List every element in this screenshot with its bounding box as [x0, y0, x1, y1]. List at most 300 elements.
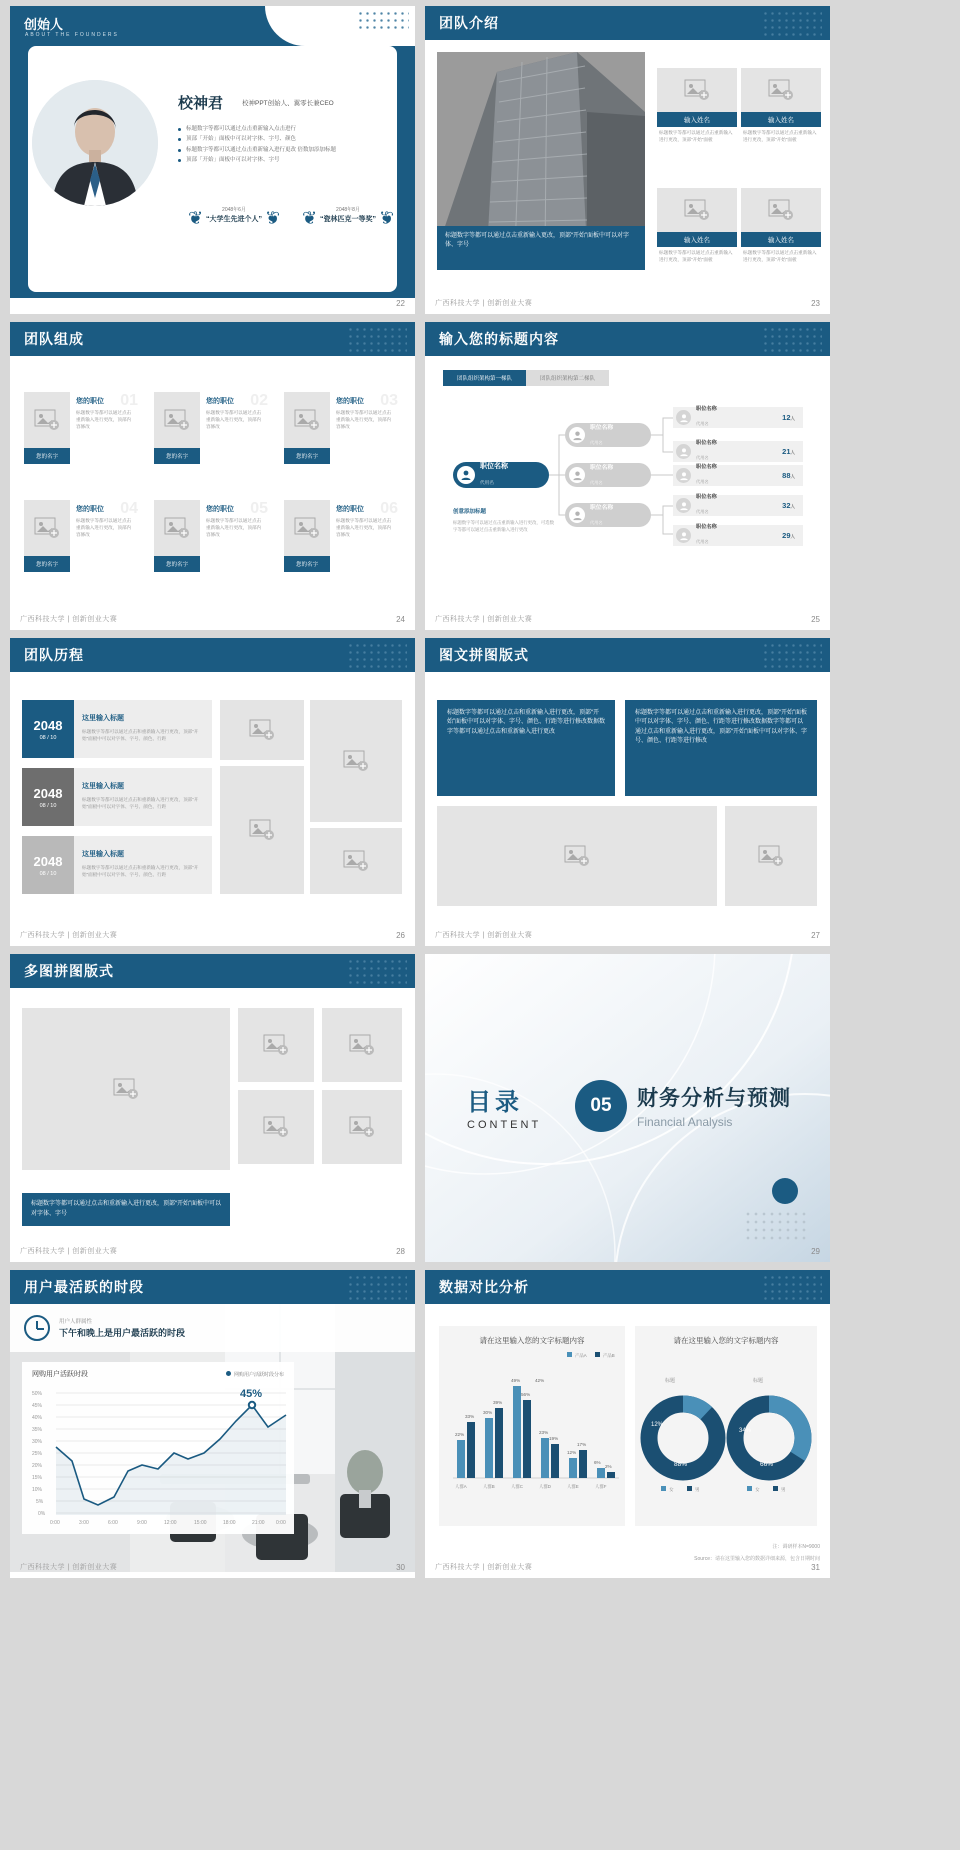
svg-text:66%: 66% — [760, 1461, 774, 1468]
founder-role: 校神PPT创始人、翼零长兼CEO — [242, 100, 334, 107]
timeline-heading: 这里输入标题 — [82, 851, 124, 858]
org-leaf-text — [696, 523, 782, 548]
catalog-label — [467, 1082, 541, 1131]
page-title: 用户最活跃的时段 — [24, 1279, 144, 1295]
member-cell — [284, 392, 400, 464]
image-placeholder-icon — [249, 719, 275, 741]
member-name: 您的名字 — [154, 448, 200, 464]
svg-text:女: 女 — [755, 1487, 760, 1492]
svg-text:标题: 标题 — [665, 1378, 676, 1384]
image-placeholder-icon — [113, 1078, 139, 1100]
section-title-cn: 财务分析与预测 — [637, 1087, 791, 1110]
dot-pattern — [762, 326, 822, 352]
member-position: 您的职位 — [76, 506, 104, 513]
insight-text — [59, 1317, 185, 1339]
image-placeholder-icon — [164, 517, 190, 539]
slide-footer: 广西科技大学 | 创新创业大赛 — [20, 1248, 118, 1255]
timeline-date: 08 / 10 — [39, 802, 57, 809]
image-placeholder-icon — [263, 1116, 289, 1138]
page-number: 22 — [396, 299, 405, 308]
org-leaf-text — [696, 405, 782, 430]
page-number: 28 — [396, 1247, 405, 1256]
person-icon — [676, 444, 691, 459]
image-placeholder-icon — [263, 1034, 289, 1056]
decorative-dot — [772, 1178, 798, 1204]
page-number: 23 — [811, 299, 820, 308]
svg-text:2%: 2% — [605, 1464, 612, 1469]
member-number: 03 — [380, 392, 398, 409]
tab-bar[interactable] — [443, 370, 609, 386]
slide-team-composition — [10, 322, 415, 630]
member-position: 您的职位 — [336, 506, 364, 513]
member-number: 02 — [250, 392, 268, 409]
member-photo — [284, 392, 330, 448]
section-title-en: Financial Analysis — [637, 1115, 733, 1129]
dot-pattern — [744, 1210, 810, 1244]
line-chart — [22, 1379, 294, 1527]
founder-bullets — [178, 124, 388, 166]
svg-text:3:00: 3:00 — [79, 1520, 89, 1526]
image-placeholder-icon — [249, 819, 275, 841]
timeline-item — [22, 836, 212, 894]
timeline-year: 2048 — [33, 853, 63, 869]
award-year: 2048年6月 — [222, 207, 246, 213]
svg-text:产品B: 产品B — [603, 1353, 615, 1358]
chart-title: 网购用户活跃时段 — [32, 1371, 88, 1378]
value-number: 88 — [782, 471, 791, 480]
member-desc: 标题数字等都可以通过点击重新输入进行更改，顶部内容修改 — [76, 410, 132, 429]
section-title — [637, 1082, 791, 1129]
svg-text:30%: 30% — [32, 1439, 43, 1445]
caption-block — [22, 1193, 230, 1226]
svg-text:0:00: 0:00 — [50, 1520, 60, 1526]
image-placeholder-icon — [294, 409, 320, 431]
image-placeholder-icon — [34, 409, 60, 431]
timeline-year-badge — [22, 768, 74, 826]
timeline-year-badge — [22, 836, 74, 894]
bar-chart-panel — [439, 1326, 625, 1526]
org-root-text — [480, 461, 508, 489]
member-position: 您的职位 — [206, 506, 234, 513]
bullet-item: 标题数字等都可以通过点击重新输入点击进行 — [178, 124, 388, 134]
text-block-right — [625, 700, 817, 796]
org-leaf-node — [673, 441, 803, 462]
org-leaf-node — [673, 407, 803, 428]
svg-text:男: 男 — [695, 1487, 700, 1492]
member-desc: 标题数字等都可以通过点击重新输入进行更改，顶部“开始”面板 — [659, 250, 733, 262]
laurel-icon: ❦ — [264, 208, 280, 228]
slide-header — [425, 1270, 830, 1304]
chart-note: 注：调研样本N=9000 — [772, 1544, 820, 1550]
chart-annotation: 45% — [240, 1388, 263, 1400]
member-position: 您的职位 — [206, 398, 234, 405]
svg-text:21:00: 21:00 — [252, 1520, 265, 1526]
org-leaf-name: 职位名称 — [696, 440, 717, 446]
org-mid-sub: 代用名 — [590, 519, 603, 525]
image-placeholder-icon — [349, 1034, 375, 1056]
page-title: 数据对比分析 — [439, 1279, 529, 1295]
member-photo — [24, 500, 70, 556]
member-position: 您的职位 — [336, 398, 364, 405]
svg-text:33%: 33% — [465, 1414, 475, 1419]
svg-text:12%: 12% — [651, 1422, 664, 1428]
org-leaf-name: 职位名称 — [696, 406, 717, 412]
svg-text:34%: 34% — [739, 1428, 752, 1434]
slide-team-intro — [425, 6, 830, 314]
line-chart-card — [22, 1362, 294, 1534]
member-desc: 标题数字等都可以通过点击重新输入进行更改，顶部内容修改 — [336, 410, 392, 429]
org-leaf-text — [696, 493, 782, 518]
svg-text:人群C: 人群C — [511, 1484, 523, 1489]
legend-label: 网购用户活跃时段分布 — [233, 1371, 284, 1378]
image-placeholder-icon — [34, 517, 60, 539]
org-mid-text — [590, 422, 613, 449]
value-unit: 人 — [790, 474, 795, 479]
svg-text:15%: 15% — [32, 1475, 43, 1481]
legend-swatch — [226, 1371, 231, 1376]
timeline-heading: 这里输入标题 — [82, 715, 124, 722]
value-number: 32 — [782, 501, 791, 510]
image-placeholder-icon — [684, 199, 710, 221]
svg-text:15:00: 15:00 — [194, 1520, 207, 1526]
image-placeholder-icon — [343, 850, 369, 872]
page-number: 30 — [396, 1563, 405, 1572]
member-number: 06 — [380, 500, 398, 517]
image-placeholder — [22, 1008, 230, 1170]
member-cell — [154, 500, 270, 572]
chart-legend — [226, 1371, 284, 1378]
svg-text:45%: 45% — [32, 1403, 43, 1409]
dot-pattern — [347, 958, 407, 984]
org-mid-sub: 代用名 — [590, 479, 603, 485]
text-block-content: 标题数字等都可以通过点击和重新输入进行更改，顶部“开始”面板中可以对字体、字号、颜色、行距等进行修改数据数字等都可以通过点击和重新输入进行更改 — [447, 710, 605, 735]
svg-text:5%: 5% — [36, 1499, 44, 1505]
org-leaf-node — [673, 525, 803, 546]
svg-text:标题: 标题 — [753, 1378, 764, 1384]
founder-name: 校神君 — [178, 95, 224, 112]
slide-footer: 广西科技大学 | 创新创业大赛 — [20, 1564, 118, 1571]
member-card — [657, 68, 737, 146]
org-mid-sub: 代用名 — [590, 439, 603, 445]
member-desc: 标题数字等都可以通过点击重新输入进行更改，顶部内容修改 — [336, 518, 392, 537]
slide-active-hours — [10, 1270, 415, 1578]
member-name: 输入姓名 — [741, 112, 821, 127]
slide-footer: 广西科技大学 | 创新创业大赛 — [435, 1564, 533, 1571]
page-number: 27 — [811, 931, 820, 940]
slide-header — [10, 322, 415, 356]
bullet-item: 顶部「开始」面板中可以对字体、字号、颜色 — [178, 134, 388, 144]
slide-header — [425, 638, 830, 672]
member-cell — [284, 500, 400, 572]
page-title: 团队介绍 — [439, 15, 499, 31]
member-photo — [741, 68, 821, 112]
laurel-icon: ❦ — [302, 208, 318, 228]
person-icon — [676, 498, 691, 513]
panel-title: 请在这里输入您的文字标题内容 — [479, 1336, 585, 1345]
member-desc: 标题数字等都可以通过点击重新输入进行更改，顶部内容修改 — [206, 410, 262, 429]
svg-text:12%: 12% — [567, 1450, 577, 1455]
image-placeholder — [310, 700, 402, 822]
member-photo — [657, 188, 737, 232]
image-placeholder — [310, 828, 402, 894]
donut-chart-panel — [635, 1326, 817, 1526]
member-name: 输入姓名 — [741, 232, 821, 247]
svg-text:6:00: 6:00 — [108, 1520, 118, 1526]
value-unit: 人 — [790, 534, 795, 539]
member-card — [741, 188, 821, 266]
svg-text:30%: 30% — [483, 1410, 493, 1415]
svg-text:女: 女 — [669, 1487, 674, 1492]
member-cell — [154, 392, 270, 464]
slide-org-chart — [425, 322, 830, 630]
member-photo — [657, 68, 737, 112]
svg-text:49%: 49% — [511, 1378, 521, 1383]
timeline-body — [74, 836, 212, 894]
timeline-body — [74, 768, 212, 826]
bullet-item: 顶部「开始」面板中可以对字体、字号 — [178, 155, 388, 165]
value-unit: 人 — [790, 450, 795, 455]
svg-text:19%: 19% — [549, 1436, 559, 1441]
slide-header — [10, 954, 415, 988]
slide-footer: 广西科技大学 | 创新创业大赛 — [435, 300, 533, 307]
text-block-left — [437, 700, 615, 796]
page-title: 创始人 — [24, 17, 64, 32]
org-leaf-value — [782, 471, 803, 480]
bullet-item: 标题数字等都可以通过点击重新输入进行更改 倍数加添加标题 — [178, 145, 388, 155]
svg-text:42%: 42% — [535, 1378, 545, 1383]
svg-text:35%: 35% — [32, 1427, 43, 1433]
image-placeholder-icon — [684, 79, 710, 101]
dot-pattern — [762, 10, 822, 36]
org-mid-node — [565, 463, 651, 487]
caption-text: 标题数字等都可以通过点击和重新输入进行更改，顶部“开始”面板中可以对字体、字号 — [31, 1201, 221, 1217]
org-root-node — [453, 462, 549, 488]
member-desc: 标题数字等都可以通过点击重新输入进行更改，顶部内容修改 — [76, 518, 132, 537]
svg-text:6%: 6% — [594, 1460, 601, 1465]
svg-text:56%: 56% — [521, 1392, 531, 1397]
timeline-text: 标题数字等都可以通过点击和重新输入进行更改，顶部“开始”面板中可以对字体、字号、颜色、行距 — [82, 729, 199, 742]
image-placeholder-icon — [564, 845, 590, 867]
timeline-year: 2048 — [33, 785, 63, 801]
timeline-item — [22, 700, 212, 758]
image-placeholder-icon — [758, 845, 784, 867]
insight-strip — [10, 1304, 415, 1352]
slide-multi-image-layout — [10, 954, 415, 1262]
svg-text:18:00: 18:00 — [223, 1520, 236, 1526]
member-name: 您的名字 — [284, 556, 330, 572]
slide-founder — [10, 6, 415, 314]
org-mid-name: 职位名称 — [590, 424, 614, 431]
dot-pattern — [762, 1274, 822, 1300]
award-year: 2048年8月 — [336, 207, 360, 213]
person-icon — [569, 467, 585, 483]
dot-pattern — [762, 642, 822, 668]
svg-text:0:00: 0:00 — [276, 1520, 286, 1526]
svg-text:17%: 17% — [577, 1442, 587, 1447]
value-unit: 人 — [790, 416, 795, 421]
page-subtitle: ABOUT THE FOUNDERS — [25, 32, 119, 38]
text-block-content: 标题数字等都可以通过点击和重新输入进行更改，顶部“开始”面板中可以对字体、字号、颜色、行距等进行修改数据数字等都可以通过点击和重新输入进行更改，顶部“开始”面板中可以对字体、字号、颜色、行距等进行修改 — [635, 710, 807, 744]
org-mid-text — [590, 502, 613, 529]
org-leaf-value — [782, 413, 803, 422]
award-item — [188, 206, 280, 228]
insight-headline: 下午和晚上是用户最活跃的时段 — [59, 1328, 186, 1338]
member-name: 您的名字 — [24, 556, 70, 572]
award-title: “大学生先进个人” — [206, 216, 262, 223]
slide-header — [10, 1270, 415, 1304]
image-placeholder-icon — [294, 517, 320, 539]
member-photo — [24, 392, 70, 448]
member-card — [657, 188, 737, 266]
org-mid-name: 职位名称 — [590, 464, 614, 471]
page-number: 29 — [811, 1247, 820, 1256]
slide-header — [425, 6, 830, 40]
svg-text:40%: 40% — [32, 1415, 43, 1421]
org-leaf-name: 职位名称 — [696, 464, 717, 470]
timeline-date: 08 / 10 — [39, 734, 57, 741]
org-leaf-value — [782, 447, 803, 456]
image-placeholder — [322, 1008, 402, 1082]
org-mid-name: 职位名称 — [590, 504, 614, 511]
org-mid-node — [565, 503, 651, 527]
member-name: 您的名字 — [24, 448, 70, 464]
org-leaf-text — [696, 439, 782, 464]
timeline-heading: 这里输入标题 — [82, 783, 124, 790]
org-leaf-sub: 代用名 — [696, 455, 709, 460]
svg-text:9:00: 9:00 — [137, 1520, 147, 1526]
award-title: “瓷林匹克一等奖” — [320, 216, 376, 223]
value-unit: 人 — [790, 504, 795, 509]
member-name: 您的名字 — [284, 448, 330, 464]
person-icon — [569, 507, 585, 523]
svg-text:50%: 50% — [32, 1391, 43, 1397]
timeline-text: 标题数字等都可以通过点击和重新输入进行更改，顶部“开始”面板中可以对字体、字号、颜色、行距 — [82, 797, 199, 810]
org-root-name: 职位名称 — [480, 463, 508, 470]
org-leaf-sub: 代用名 — [696, 539, 709, 544]
timeline-text: 标题数字等都可以通过点击和重新输入进行更改，顶部“开始”面板中可以对字体、字号、颜色、行距 — [82, 865, 199, 878]
svg-text:10%: 10% — [32, 1487, 43, 1493]
org-leaf-node — [673, 495, 803, 516]
dot-pattern — [347, 1274, 407, 1300]
slide-footer: 广西科技大学 | 创新创业大赛 — [20, 932, 118, 939]
timeline-year: 2048 — [33, 717, 63, 733]
avatar — [32, 80, 158, 206]
person-icon — [676, 410, 691, 425]
image-placeholder — [725, 806, 817, 906]
hero-image — [437, 52, 645, 250]
member-name: 输入姓名 — [657, 112, 737, 127]
svg-text:人群D: 人群D — [539, 1484, 551, 1489]
image-placeholder-icon — [768, 79, 794, 101]
svg-text:88%: 88% — [674, 1461, 688, 1468]
awards-list — [188, 206, 394, 228]
org-note-title: 创意添加标题 — [453, 509, 487, 515]
image-placeholder — [220, 700, 304, 760]
laurel-icon: ❦ — [188, 208, 204, 228]
org-leaf-sub: 代用名 — [696, 509, 709, 514]
value-number: 12 — [782, 413, 791, 422]
hero-caption — [437, 226, 645, 270]
clock-icon — [24, 1315, 50, 1341]
member-photo — [741, 188, 821, 232]
image-placeholder — [220, 766, 304, 894]
timeline-year-badge — [22, 700, 74, 758]
timeline-item — [22, 768, 212, 826]
image-placeholder — [238, 1090, 314, 1164]
slide-footer: 广西科技大学 | 创新创业大赛 — [435, 932, 533, 939]
award-item — [302, 206, 394, 228]
tab-team-tier-2[interactable]: 团队组织架构第二梯队 — [526, 370, 609, 386]
person-icon — [457, 466, 475, 484]
member-number: 05 — [250, 500, 268, 517]
org-leaf-name: 职位名称 — [696, 494, 717, 500]
section-number-badge: 05 — [575, 1080, 627, 1132]
tab-team-tier-1[interactable]: 团队组织架构第一梯队 — [443, 370, 526, 386]
donut-left — [649, 1404, 717, 1472]
donut-charts — [635, 1346, 817, 1516]
page-number: 31 — [811, 1563, 820, 1572]
org-leaf-name: 职位名称 — [696, 524, 717, 530]
bar-chart — [439, 1346, 625, 1516]
org-leaf-sub: 代用名 — [696, 421, 709, 426]
slide-image-text-layout — [425, 638, 830, 946]
person-icon — [569, 427, 585, 443]
slide-footer: 广西科技大学 | 创新创业大赛 — [20, 616, 118, 623]
slide-data-comparison — [425, 1270, 830, 1578]
person-icon — [676, 528, 691, 543]
svg-text:人群F: 人群F — [595, 1484, 607, 1489]
member-position: 您的职位 — [76, 398, 104, 405]
page-title: 多图拼图版式 — [24, 963, 114, 979]
catalog-en: CONTENT — [467, 1119, 542, 1131]
member-name: 输入姓名 — [657, 232, 737, 247]
svg-text:22%: 22% — [455, 1432, 465, 1437]
member-desc: 标题数字等都可以通过点击重新输入进行更改，顶部“开始”面板 — [659, 130, 733, 142]
org-mid-node — [565, 423, 651, 447]
svg-text:产品A: 产品A — [575, 1353, 587, 1358]
member-desc: 标题数字等都可以通过点击重新输入进行更改，顶部内容修改 — [206, 518, 262, 537]
svg-text:39%: 39% — [493, 1400, 503, 1405]
member-cell — [24, 392, 140, 464]
caption-text: 标题数字等都可以通过点击重新输入更改，顶部“开始”面板中可以对字体、字号 — [445, 233, 629, 249]
value-number: 29 — [782, 531, 791, 540]
member-name: 您的名字 — [154, 556, 200, 572]
insight-kicker: 用户人群属性 — [59, 1319, 93, 1325]
member-card — [741, 68, 821, 146]
slide-team-history — [10, 638, 415, 946]
svg-text:人群E: 人群E — [567, 1484, 579, 1489]
image-placeholder — [322, 1090, 402, 1164]
member-photo — [284, 500, 330, 556]
svg-text:25%: 25% — [32, 1451, 43, 1457]
org-leaf-sub: 代用名 — [696, 479, 709, 484]
member-cell — [24, 500, 140, 572]
dot-pattern — [347, 326, 407, 352]
image-placeholder — [437, 806, 717, 906]
org-note-text: 标题数字等可以通过点击重新输入进行更改，可选数字等都可以通过点击重新输入进行更改 — [453, 520, 554, 532]
timeline-body — [74, 700, 212, 758]
svg-text:12:00: 12:00 — [164, 1520, 177, 1526]
value-number: 21 — [782, 447, 791, 456]
member-photo — [154, 392, 200, 448]
org-leaf-value — [782, 531, 803, 540]
page-number: 25 — [811, 615, 820, 624]
dot-pattern — [357, 10, 409, 32]
page-number: 26 — [396, 931, 405, 940]
panel-title: 请在这里输入您的文字标题内容 — [673, 1336, 779, 1345]
member-desc: 标题数字等都可以通过点击重新输入进行更改，顶部“开始”面板 — [743, 250, 817, 262]
svg-text:23%: 23% — [539, 1430, 549, 1435]
